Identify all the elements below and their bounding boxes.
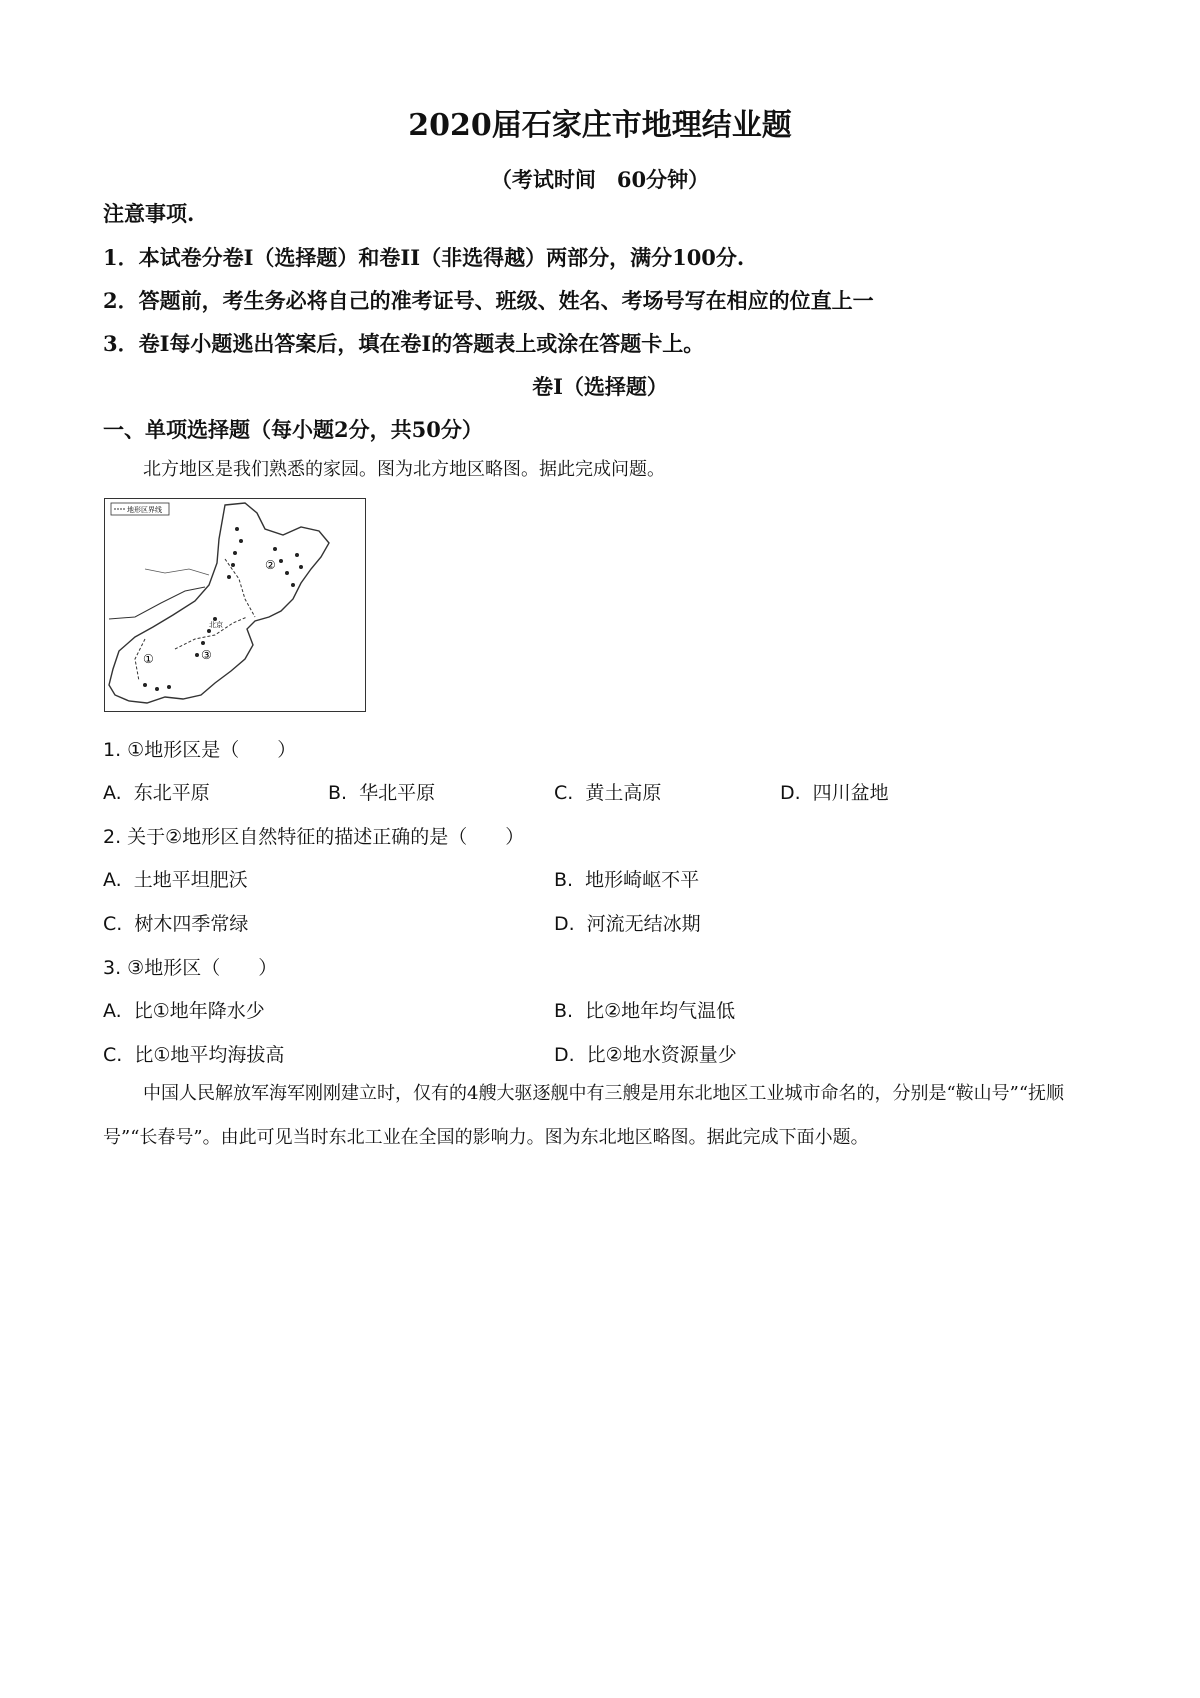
q1-option-d (780, 778, 889, 805)
option-text: 地形崎岖不平 (585, 869, 700, 891)
map-drawing (105, 499, 365, 711)
option-letter: C. (554, 782, 574, 804)
map-river (145, 569, 209, 575)
exam-time: （考试时间 60分钟） (490, 167, 710, 192)
map-region-2: ② (265, 558, 276, 572)
q2-option-a (103, 865, 248, 892)
q3-option-b (554, 996, 735, 1023)
q2-option-b (554, 865, 699, 892)
q3-option-c (103, 1040, 284, 1067)
option-letter: D. (554, 913, 575, 935)
intro-text-2: 中国人民解放军海军刚刚建立时，仅有的4艘大驱逐舰中有三艘是用东北地区工业城市命名的，分别是“鞍山号”“抚顺号”“长春号”。由此可见当时东北工业在全国的影响力。图为东北地区略图。据此完成下面小题。 (103, 1083, 1065, 1148)
note-item-3: 3．卷Ⅰ每小题逃出答案后，填在卷Ⅰ的答题表上或涂在答题卡上。 (103, 331, 705, 356)
north-china-map (104, 498, 366, 712)
option-text: 东北平原 (133, 782, 210, 804)
option-text: 华北平原 (359, 782, 436, 804)
map-legend-label: 地形区界线 (127, 506, 162, 514)
option-text: 河流无结冰期 (586, 913, 701, 935)
option-text: 黄土高原 (585, 782, 662, 804)
option-letter: B. (328, 782, 348, 804)
option-letter: A. (103, 1000, 122, 1022)
option-letter: C. (103, 1044, 123, 1066)
option-text: 比②地水资源量少 (586, 1044, 737, 1066)
option-letter: B. (554, 1000, 574, 1022)
intro-paragraph-2 (103, 1072, 1103, 1160)
volume-title: 卷Ⅰ（选择题） (532, 374, 668, 399)
option-text: 比①地平均海拔高 (134, 1044, 285, 1066)
option-text: 比①地年降水少 (133, 1000, 265, 1022)
notes-heading: 注意事项. (103, 201, 195, 226)
exam-title: 2020届石家庄市地理结业题 (408, 108, 792, 143)
option-letter: D. (780, 782, 801, 804)
q3-option-a (103, 996, 265, 1023)
option-letter: A. (103, 782, 122, 804)
q2-option-c (103, 909, 248, 936)
q3-option-d (554, 1040, 737, 1067)
map-label-beijing: 北京 (209, 621, 223, 629)
option-text: 四川盆地 (812, 782, 889, 804)
note-item-2: 2．答题前，考生务必将自己的准考证号、班级、姓名、考场号写在相应的位直上一 (103, 288, 874, 313)
option-text: 树木四季常绿 (134, 913, 249, 935)
option-letter: C. (103, 913, 123, 935)
map-region-1: ① (143, 652, 154, 666)
intro-text-1: 北方地区是我们熟悉的家园。图为北方地区略图。据此完成问题。 (143, 459, 665, 480)
q2-option-d (554, 909, 701, 936)
part-title: 一、单项选择题（每小题2分，共50分） (103, 417, 483, 442)
map-region-3: ③ (201, 648, 212, 662)
question-3-stem: 3. ③地形区（ ） (103, 957, 278, 979)
map-mountains (143, 527, 303, 691)
option-letter: B. (554, 869, 574, 891)
intro-paragraph-1 (103, 448, 1103, 492)
option-letter: A. (103, 869, 122, 891)
question-1-stem: 1. ①地形区是（ ） (103, 739, 297, 761)
note-item-1: 1．本试卷分卷Ⅰ（选择题）和卷II（非选得越）两部分，满分100分. (103, 245, 745, 270)
map-boundary-2 (225, 559, 255, 617)
q1-option-b (328, 778, 435, 805)
option-text: 比②地年均气温低 (585, 1000, 736, 1022)
q1-option-a (103, 778, 210, 805)
q1-option-c (554, 778, 661, 805)
question-2-stem: 2. 关于②地形区自然特征的描述正确的是（ ） (103, 826, 525, 848)
option-letter: D. (554, 1044, 575, 1066)
option-text: 土地平坦肥沃 (133, 869, 248, 891)
map-outline (109, 503, 329, 703)
